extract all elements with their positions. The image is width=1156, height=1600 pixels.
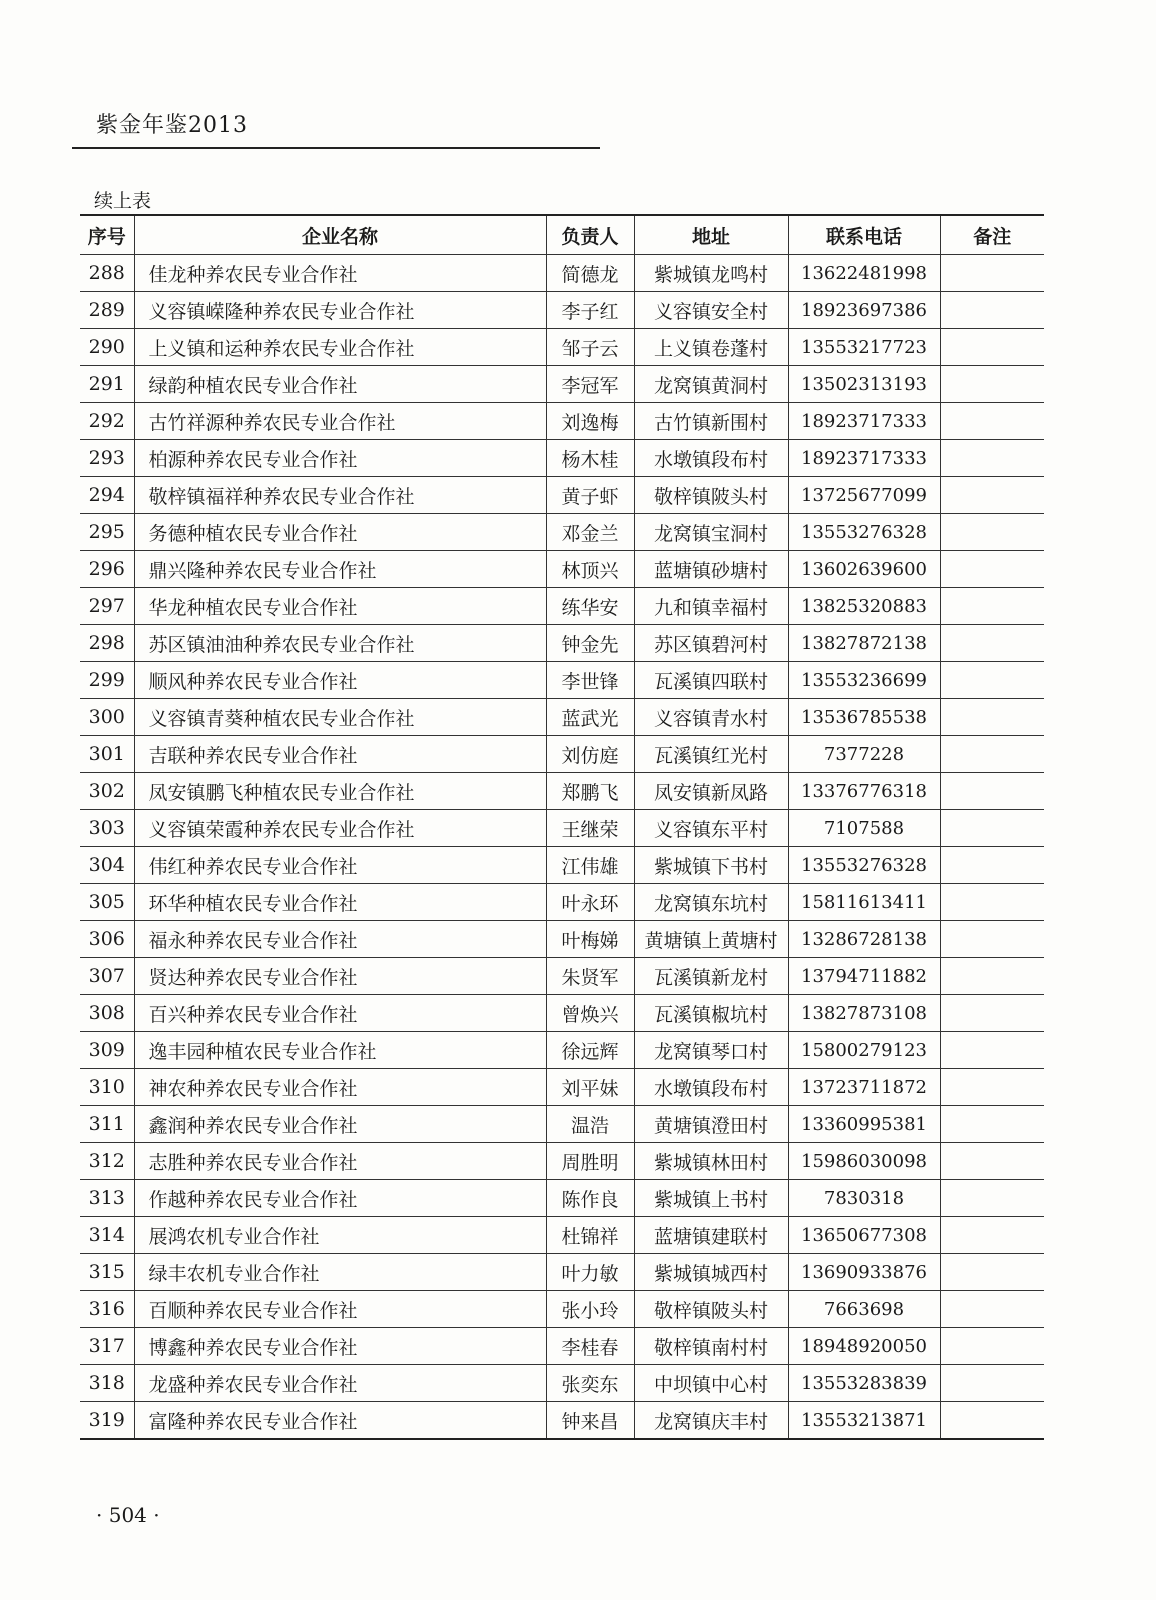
- cooperative-directory-table: [80, 214, 1044, 1440]
- phone-cell: 7830318: [788, 1180, 940, 1217]
- phone-cell: 13536785538: [788, 699, 940, 736]
- notes-cell: [940, 1106, 1044, 1143]
- person-cell: 王继荣: [546, 810, 634, 847]
- person-cell: 张小玲: [546, 1291, 634, 1328]
- address-cell: 九和镇幸福村: [634, 588, 788, 625]
- company-name-cell: 博鑫种养农民专业合作社: [134, 1328, 546, 1365]
- table-row: [80, 255, 1044, 292]
- company-name-cell: 义容镇嵘隆种养农民专业合作社: [134, 292, 546, 329]
- table-row: [80, 292, 1044, 329]
- table-row: [80, 1402, 1044, 1440]
- index-cell: 314: [80, 1217, 134, 1254]
- index-cell: 296: [80, 551, 134, 588]
- person-cell: 杜锦祥: [546, 1217, 634, 1254]
- notes-cell: [940, 736, 1044, 773]
- person-cell: 张奕东: [546, 1365, 634, 1402]
- address-cell: 凤安镇新凤路: [634, 773, 788, 810]
- address-cell: 紫城镇龙鸣村: [634, 255, 788, 292]
- phone-cell: 13827872138: [788, 625, 940, 662]
- phone-cell: 13553276328: [788, 847, 940, 884]
- notes-cell: [940, 995, 1044, 1032]
- index-cell: 305: [80, 884, 134, 921]
- index-cell: 316: [80, 1291, 134, 1328]
- index-cell: 294: [80, 477, 134, 514]
- person-cell: 朱贤军: [546, 958, 634, 995]
- table-row: [80, 366, 1044, 403]
- phone-cell: 13622481998: [788, 255, 940, 292]
- notes-cell: [940, 958, 1044, 995]
- notes-cell: [940, 1402, 1044, 1440]
- person-cell: 郑鹏飞: [546, 773, 634, 810]
- notes-cell: [940, 1365, 1044, 1402]
- company-name-cell: 绿韵种植农民专业合作社: [134, 366, 546, 403]
- company-name-cell: 伟红种养农民专业合作社: [134, 847, 546, 884]
- person-cell: 刘平妹: [546, 1069, 634, 1106]
- phone-cell: 7663698: [788, 1291, 940, 1328]
- phone-cell: 15986030098: [788, 1143, 940, 1180]
- table-row: [80, 477, 1044, 514]
- notes-cell: [940, 588, 1044, 625]
- person-cell: 李子红: [546, 292, 634, 329]
- address-cell: 紫城镇林田村: [634, 1143, 788, 1180]
- index-cell: 290: [80, 329, 134, 366]
- table-row: [80, 1143, 1044, 1180]
- index-cell: 319: [80, 1402, 134, 1440]
- company-name-cell: 华龙种植农民专业合作社: [134, 588, 546, 625]
- table-row: [80, 1254, 1044, 1291]
- company-name-cell: 柏源种养农民专业合作社: [134, 440, 546, 477]
- index-cell: 297: [80, 588, 134, 625]
- index-cell: 311: [80, 1106, 134, 1143]
- table-row: [80, 1328, 1044, 1365]
- index-cell: 299: [80, 662, 134, 699]
- person-cell: 李世锋: [546, 662, 634, 699]
- phone-cell: 13553217723: [788, 329, 940, 366]
- notes-cell: [940, 514, 1044, 551]
- table-row: [80, 662, 1044, 699]
- company-name-cell: 贤达种养农民专业合作社: [134, 958, 546, 995]
- address-cell: 龙窝镇宝洞村: [634, 514, 788, 551]
- index-cell: 291: [80, 366, 134, 403]
- address-cell: 瓦溪镇椒坑村: [634, 995, 788, 1032]
- company-name-cell: 环华种植农民专业合作社: [134, 884, 546, 921]
- notes-cell: [940, 773, 1044, 810]
- notes-cell: [940, 366, 1044, 403]
- address-cell: 龙窝镇东坑村: [634, 884, 788, 921]
- table-row: [80, 588, 1044, 625]
- company-name-cell: 敬梓镇福祥种养农民专业合作社: [134, 477, 546, 514]
- address-cell: 龙窝镇庆丰村: [634, 1402, 788, 1440]
- person-cell: 黄子虾: [546, 477, 634, 514]
- notes-cell: [940, 884, 1044, 921]
- company-name-cell: 义容镇青葵种植农民专业合作社: [134, 699, 546, 736]
- table-row: [80, 884, 1044, 921]
- phone-cell: 13650677308: [788, 1217, 940, 1254]
- index-cell: 308: [80, 995, 134, 1032]
- phone-cell: 7377228: [788, 736, 940, 773]
- notes-cell: [940, 847, 1044, 884]
- table-row: [80, 514, 1044, 551]
- notes-cell: [940, 921, 1044, 958]
- person-cell: 徐远辉: [546, 1032, 634, 1069]
- column-header-notes: 备注: [940, 215, 1044, 255]
- address-cell: 蓝塘镇砂塘村: [634, 551, 788, 588]
- address-cell: 敬梓镇陂头村: [634, 1291, 788, 1328]
- person-cell: 李桂春: [546, 1328, 634, 1365]
- notes-cell: [940, 662, 1044, 699]
- person-cell: 江伟雄: [546, 847, 634, 884]
- address-cell: 瓦溪镇红光村: [634, 736, 788, 773]
- phone-cell: 13602639600: [788, 551, 940, 588]
- company-name-cell: 古竹祥源种养农民专业合作社: [134, 403, 546, 440]
- person-cell: 温浩: [546, 1106, 634, 1143]
- table-row: [80, 736, 1044, 773]
- company-name-cell: 鼎兴隆种养农民专业合作社: [134, 551, 546, 588]
- table-row: [80, 329, 1044, 366]
- table-row: [80, 995, 1044, 1032]
- person-cell: 曾焕兴: [546, 995, 634, 1032]
- person-cell: 练华安: [546, 588, 634, 625]
- index-cell: 304: [80, 847, 134, 884]
- notes-cell: [940, 1143, 1044, 1180]
- notes-cell: [940, 255, 1044, 292]
- phone-cell: 13794711882: [788, 958, 940, 995]
- notes-cell: [940, 1180, 1044, 1217]
- index-cell: 312: [80, 1143, 134, 1180]
- table-row: [80, 1180, 1044, 1217]
- table-row: [80, 1069, 1044, 1106]
- company-name-cell: 顺风种养农民专业合作社: [134, 662, 546, 699]
- phone-cell: 13825320883: [788, 588, 940, 625]
- index-cell: 288: [80, 255, 134, 292]
- index-cell: 289: [80, 292, 134, 329]
- index-cell: 309: [80, 1032, 134, 1069]
- address-cell: 紫城镇城西村: [634, 1254, 788, 1291]
- notes-cell: [940, 292, 1044, 329]
- index-cell: 310: [80, 1069, 134, 1106]
- notes-cell: [940, 1069, 1044, 1106]
- address-cell: 敬梓镇陂头村: [634, 477, 788, 514]
- notes-cell: [940, 1217, 1044, 1254]
- person-cell: 钟来昌: [546, 1402, 634, 1440]
- phone-cell: 13376776318: [788, 773, 940, 810]
- person-cell: 周胜明: [546, 1143, 634, 1180]
- table-row: [80, 625, 1044, 662]
- index-cell: 303: [80, 810, 134, 847]
- phone-cell: 15800279123: [788, 1032, 940, 1069]
- phone-cell: 13690933876: [788, 1254, 940, 1291]
- table-row: [80, 1106, 1044, 1143]
- page-number: · 504 ·: [96, 1503, 160, 1527]
- phone-cell: 18923697386: [788, 292, 940, 329]
- index-cell: 295: [80, 514, 134, 551]
- person-cell: 李冠军: [546, 366, 634, 403]
- phone-cell: 13286728138: [788, 921, 940, 958]
- company-name-cell: 苏区镇油油种养农民专业合作社: [134, 625, 546, 662]
- table-row: [80, 1291, 1044, 1328]
- company-name-cell: 上义镇和运种养农民专业合作社: [134, 329, 546, 366]
- company-name-cell: 志胜种养农民专业合作社: [134, 1143, 546, 1180]
- person-cell: 刘仿庭: [546, 736, 634, 773]
- person-cell: 叶永环: [546, 884, 634, 921]
- address-cell: 紫城镇上书村: [634, 1180, 788, 1217]
- index-cell: 313: [80, 1180, 134, 1217]
- phone-cell: 18923717333: [788, 403, 940, 440]
- notes-cell: [940, 440, 1044, 477]
- notes-cell: [940, 699, 1044, 736]
- person-cell: 邓金兰: [546, 514, 634, 551]
- address-cell: 水墩镇段布村: [634, 1069, 788, 1106]
- notes-cell: [940, 551, 1044, 588]
- phone-cell: 13360995381: [788, 1106, 940, 1143]
- index-cell: 293: [80, 440, 134, 477]
- running-header: 紫金年鉴2013: [96, 113, 248, 138]
- notes-cell: [940, 477, 1044, 514]
- person-cell: 简德龙: [546, 255, 634, 292]
- address-cell: 义容镇青水村: [634, 699, 788, 736]
- index-cell: 307: [80, 958, 134, 995]
- column-header-phone: 联系电话: [788, 215, 940, 255]
- person-cell: 林顶兴: [546, 551, 634, 588]
- continued-label: 续上表: [94, 190, 152, 212]
- column-header-address: 地址: [634, 215, 788, 255]
- column-header-person: 负责人: [546, 215, 634, 255]
- notes-cell: [940, 625, 1044, 662]
- index-cell: 317: [80, 1328, 134, 1365]
- address-cell: 龙窝镇黄洞村: [634, 366, 788, 403]
- table-row: [80, 1217, 1044, 1254]
- address-cell: 黄塘镇澄田村: [634, 1106, 788, 1143]
- company-name-cell: 绿丰农机专业合作社: [134, 1254, 546, 1291]
- company-name-cell: 逸丰园种植农民专业合作社: [134, 1032, 546, 1069]
- address-cell: 义容镇安全村: [634, 292, 788, 329]
- header-rule: [72, 147, 600, 149]
- address-cell: 苏区镇碧河村: [634, 625, 788, 662]
- table-row: [80, 847, 1044, 884]
- company-name-cell: 作越种养农民专业合作社: [134, 1180, 546, 1217]
- phone-cell: 13553213871: [788, 1402, 940, 1440]
- index-cell: 318: [80, 1365, 134, 1402]
- notes-cell: [940, 1328, 1044, 1365]
- person-cell: 叶力敏: [546, 1254, 634, 1291]
- phone-cell: 18948920050: [788, 1328, 940, 1365]
- company-name-cell: 务德种植农民专业合作社: [134, 514, 546, 551]
- table-row: [80, 921, 1044, 958]
- company-name-cell: 展鸿农机专业合作社: [134, 1217, 546, 1254]
- index-cell: 301: [80, 736, 134, 773]
- address-cell: 瓦溪镇四联村: [634, 662, 788, 699]
- notes-cell: [940, 403, 1044, 440]
- table-row: [80, 403, 1044, 440]
- phone-cell: 15811613411: [788, 884, 940, 921]
- notes-cell: [940, 1254, 1044, 1291]
- address-cell: 蓝塘镇建联村: [634, 1217, 788, 1254]
- address-cell: 义容镇东平村: [634, 810, 788, 847]
- index-cell: 315: [80, 1254, 134, 1291]
- phone-cell: 13827873108: [788, 995, 940, 1032]
- person-cell: 杨木桂: [546, 440, 634, 477]
- person-cell: 邹子云: [546, 329, 634, 366]
- table-body: [80, 255, 1044, 1440]
- notes-cell: [940, 1032, 1044, 1069]
- phone-cell: 13553283839: [788, 1365, 940, 1402]
- index-cell: 302: [80, 773, 134, 810]
- table-row: [80, 958, 1044, 995]
- column-header-company: 企业名称: [134, 215, 546, 255]
- phone-cell: 7107588: [788, 810, 940, 847]
- address-cell: 水墩镇段布村: [634, 440, 788, 477]
- phone-cell: 13553276328: [788, 514, 940, 551]
- address-cell: 瓦溪镇新龙村: [634, 958, 788, 995]
- company-name-cell: 富隆种养农民专业合作社: [134, 1402, 546, 1440]
- index-cell: 298: [80, 625, 134, 662]
- phone-cell: 13553236699: [788, 662, 940, 699]
- phone-cell: 13502313193: [788, 366, 940, 403]
- phone-cell: 13723711872: [788, 1069, 940, 1106]
- company-name-cell: 鑫润种养农民专业合作社: [134, 1106, 546, 1143]
- table-row: [80, 551, 1044, 588]
- company-name-cell: 凤安镇鹏飞种植农民专业合作社: [134, 773, 546, 810]
- table-row: [80, 810, 1044, 847]
- company-name-cell: 百顺种养农民专业合作社: [134, 1291, 546, 1328]
- company-name-cell: 神农种养农民专业合作社: [134, 1069, 546, 1106]
- address-cell: 龙窝镇琴口村: [634, 1032, 788, 1069]
- address-cell: 中坝镇中心村: [634, 1365, 788, 1402]
- person-cell: 陈作良: [546, 1180, 634, 1217]
- person-cell: 蓝武光: [546, 699, 634, 736]
- address-cell: 古竹镇新围村: [634, 403, 788, 440]
- column-header-index: 序号: [80, 215, 134, 255]
- table-row: [80, 1365, 1044, 1402]
- notes-cell: [940, 810, 1044, 847]
- notes-cell: [940, 1291, 1044, 1328]
- company-name-cell: 吉联种养农民专业合作社: [134, 736, 546, 773]
- table-row: [80, 699, 1044, 736]
- address-cell: 敬梓镇南村村: [634, 1328, 788, 1365]
- phone-cell: 18923717333: [788, 440, 940, 477]
- table-row: [80, 440, 1044, 477]
- index-cell: 306: [80, 921, 134, 958]
- index-cell: 292: [80, 403, 134, 440]
- person-cell: 叶梅娣: [546, 921, 634, 958]
- table-row: [80, 773, 1044, 810]
- table-header-row: [80, 215, 1044, 255]
- company-name-cell: 福永种养农民专业合作社: [134, 921, 546, 958]
- address-cell: 黄塘镇上黄塘村: [634, 921, 788, 958]
- person-cell: 刘逸梅: [546, 403, 634, 440]
- address-cell: 上义镇卷蓬村: [634, 329, 788, 366]
- company-name-cell: 百兴种养农民专业合作社: [134, 995, 546, 1032]
- company-name-cell: 义容镇荣霞种养农民专业合作社: [134, 810, 546, 847]
- company-name-cell: 佳龙种养农民专业合作社: [134, 255, 546, 292]
- phone-cell: 13725677099: [788, 477, 940, 514]
- person-cell: 钟金先: [546, 625, 634, 662]
- address-cell: 紫城镇下书村: [634, 847, 788, 884]
- table-row: [80, 1032, 1044, 1069]
- company-name-cell: 龙盛种养农民专业合作社: [134, 1365, 546, 1402]
- notes-cell: [940, 329, 1044, 366]
- index-cell: 300: [80, 699, 134, 736]
